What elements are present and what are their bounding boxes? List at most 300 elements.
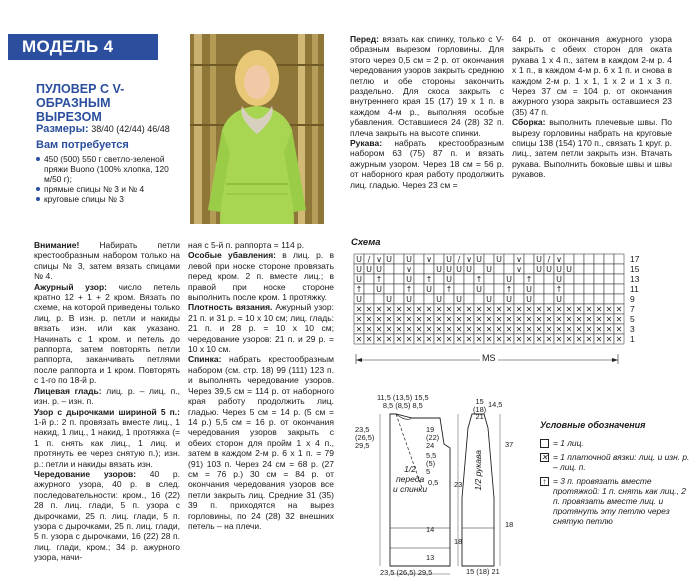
chart-title: Схема <box>351 237 381 248</box>
chart-symbol: ✕ <box>425 305 433 314</box>
materials-title: Вам потребуется <box>36 139 129 151</box>
chart-cell <box>484 274 494 284</box>
chart-symbol: ✕ <box>405 315 413 324</box>
paragraph: Особые убавления: в лиц. р. в левой при носке стороне провязать перед кром. 2 п. вместе лиц.; в правой при носке стороне выполнить после кром. 1 протяжку. <box>188 250 334 303</box>
chart-symbol: U <box>356 295 362 304</box>
paragraph: Рукава: набрать крестообразным набором 63 (75) 87 п. и вязать ажурным узором. Через 18 см = 56 р. от наборного края работу продолжить лиц. гладью. Через 23 см = <box>350 138 504 190</box>
paragraph: Спинка: набрать крестообразным набором (см. стр. 18) 99 (111) 123 п. и выполнять чередование узоров. Через 39,5 см = 114 р. от наборного края работу продолжить лиц. гладью. Через 5 см = 14 р. (5 см = 14 р.) 5,5 см = 16 р. от окончания чередования узоров закрыть с обеих сторон для пройм 1 х 4 п., затем в каждом 2-м р. 6 х 1 п. = 79 (91) 103 п. Через 24 см = 68 р. (27 см = 76 р.) 30 см = 84 р. от окончания чередования узоров все петли закрыть лиц. Средние 31 (35) 39 п. приходятся на вырез горловины, по 24 (28) 32 внешних петель – на плечи. <box>188 354 334 531</box>
chart-symbol: ✕ <box>505 335 513 344</box>
chart-symbol: ✕ <box>425 325 433 334</box>
chart-symbol: U <box>536 265 542 274</box>
chart-symbol: ✕ <box>445 315 453 324</box>
chart-symbol: ∨ <box>556 255 562 264</box>
row-number: 7 <box>630 304 635 314</box>
chart-cell <box>444 294 454 304</box>
paragraph: Сборка: выполнить плечевые швы. По вырезу горловины набрать на круговые спицы 138 (154) 170 п., связать 1 круг. р. лиц., затем петли закрыть изн. Втачать рукава. Выполнить боковые швы и швы рукавов. <box>512 117 672 180</box>
materials-item: прямые спицы № 3 и № 4 <box>36 184 186 194</box>
chart-cell <box>594 294 604 304</box>
chart-symbol: ✕ <box>475 305 483 314</box>
chart-symbol: U <box>466 265 472 274</box>
chart-symbol: ✕ <box>555 335 563 344</box>
chart-symbol: ✕ <box>495 325 503 334</box>
chart-symbol: ✕ <box>585 305 593 314</box>
body-dim-right: 19 (22) 24 <box>426 425 440 450</box>
chart-symbol: U <box>386 255 392 264</box>
chart-cell <box>434 274 444 284</box>
chart-cell <box>564 274 574 284</box>
chart-cell <box>544 294 554 304</box>
sleeve-label: 1/2 рукава <box>473 450 483 491</box>
chart-symbol: ✕ <box>415 335 423 344</box>
chart-symbol: ✕ <box>605 335 613 344</box>
paragraph: Перед: вязать как спинку, только с V-образным вырезом горловины. Для этого через 0,5 см = 2 р. от окончания чередования узоров закрыть среднюю петлю и обе стороны закончить раздельно. Для скоса закрыть с внутреннего края 15 (17) 19 х 1 п. в каждом 4-м р., выполняя особые убавления. Оставшиеся 24 (28) 32 п. плеча закрыть на высоте спинки. <box>350 34 504 138</box>
chart-symbol: ✕ <box>445 335 453 344</box>
chart-symbol: ✕ <box>515 305 523 314</box>
chart-symbol: ✕ <box>535 335 543 344</box>
chart-cell <box>454 274 464 284</box>
chart-symbol: ✕ <box>405 335 413 344</box>
chart-symbol: U <box>556 275 562 284</box>
chart-symbol: ✕ <box>555 305 563 314</box>
chart-symbol: ✕ <box>375 315 383 324</box>
legend-title: Условные обозначения <box>540 420 646 430</box>
chart-symbol: ✕ <box>565 335 573 344</box>
chart-cell <box>414 274 424 284</box>
sleeve-dim-top: 15 (18) 21 <box>473 397 487 422</box>
chart-symbol: U <box>356 255 362 264</box>
pattern-title-line1: ПУЛОВЕР С V-ОБРАЗНЫМ <box>36 82 125 110</box>
row-number: 3 <box>630 324 635 334</box>
chart-symbol: ✕ <box>405 325 413 334</box>
chart-symbol: U <box>456 295 462 304</box>
pattern-title-line2: ВЫРЕЗОМ <box>36 110 102 124</box>
row-number: 17 <box>630 254 640 264</box>
chart-symbol: ✕ <box>525 335 533 344</box>
paragraph: Ажурный узор: число петель кратно 12 + 1 + 2 кром. Вязать по схеме, на которой приведены только лиц. р. В изн. р. петли и накиды вязать изн. или как указано. Начинать с 1 кром. и петель до раппорта, затем повторять петли раппорта, заканчивать петлями после раппорта и 1 кром. Повторять с 1-го по 18-й р. <box>34 281 180 386</box>
chart-cell <box>604 274 614 284</box>
chart-cell <box>604 294 614 304</box>
chart-cell <box>544 274 554 284</box>
chart-cell <box>484 284 494 294</box>
chart-cell <box>394 274 404 284</box>
chart-symbol: ✕ <box>355 315 363 324</box>
chart-cell <box>514 294 524 304</box>
chart-symbol: ✕ <box>405 305 413 314</box>
chart-cell <box>574 294 584 304</box>
chart-symbol: ↑ <box>405 285 413 294</box>
text-column-2 <box>188 240 334 531</box>
chart-symbol: ∨ <box>516 255 522 264</box>
chart-symbol: ✕ <box>365 315 373 324</box>
chart-cell <box>584 274 594 284</box>
chart-symbol: U <box>526 285 532 294</box>
chart-cell <box>364 284 374 294</box>
chart-cell <box>394 294 404 304</box>
chart-cell <box>414 294 424 304</box>
chart-symbol: ✕ <box>555 325 563 334</box>
chart-symbol: ✕ <box>495 335 503 344</box>
chart-symbol: ✕ <box>535 315 543 324</box>
chart-symbol: ✕ <box>425 315 433 324</box>
chart-symbol: ✕ <box>615 325 623 334</box>
paragraph: 64 р. от окончания ажурного узора закрыть с обеих сторон для оката рукава 1 х 4 п., затем в каждом 2-м р. 4 х 1 п., в каждом 4-м р. 6 х 1 п. и снова в каждом 2-м р. 1 х 1, 1 х 2 и 1 х 3 п. Через 37 см = 104 р. от окончания ажурного узора закрыть оставшиеся 23 (35) 47 п. <box>512 34 672 117</box>
model-badge: МОДЕЛЬ 4 <box>8 34 158 60</box>
chart-symbol: U <box>446 265 452 274</box>
chart-symbol: ✕ <box>565 325 573 334</box>
chart-symbol: ✕ <box>465 315 473 324</box>
chart-cell <box>464 294 474 304</box>
chart-cell <box>604 284 614 294</box>
body-dim-ribs: 14 <box>426 525 435 534</box>
chart-cell <box>414 264 424 274</box>
paragraph: Плотность вязания. Ажурный узор: 21 п. и 31 р. = 10 х 10 см; лиц. гладь: 21 п. и 28 р. = 10 х 10 см; чередование узоров: 21 п. и 29 р. = 10 х 10 см. <box>188 302 334 355</box>
chart-symbol: ✕ <box>575 315 583 324</box>
chart-symbol: ✕ <box>575 305 583 314</box>
chart-symbol: U <box>536 255 542 264</box>
chart-cell <box>484 254 494 264</box>
chart-symbol: / <box>367 255 371 264</box>
sleeve-dim-cuff2: 18 <box>505 520 514 529</box>
chart-cell <box>594 284 604 294</box>
chart-cell <box>604 264 614 274</box>
chart-symbol: ✕ <box>475 315 483 324</box>
body-dim-bottom: 13 <box>426 553 435 562</box>
chart-symbol: ✕ <box>515 325 523 334</box>
chart-symbol: ✕ <box>375 305 383 314</box>
chart-cell <box>394 264 404 274</box>
chart-symbol: U <box>386 295 392 304</box>
chart-symbol: U <box>546 265 552 274</box>
chart-symbol: ✕ <box>585 315 593 324</box>
chart-symbol: ✕ <box>565 315 573 324</box>
chart-cell <box>584 264 594 274</box>
chart-symbol: ✕ <box>545 335 553 344</box>
chart-symbol: ✕ <box>395 325 403 334</box>
chart-symbol: ✕ <box>435 305 443 314</box>
chart-symbol: U <box>476 255 482 264</box>
row-number: 11 <box>630 284 639 294</box>
chart-cell <box>594 254 604 264</box>
pattern-title <box>36 82 186 124</box>
chart-symbol: ✕ <box>355 325 363 334</box>
chart-symbol: U <box>436 295 442 304</box>
chart-cell <box>534 284 544 294</box>
chart-symbol: ✕ <box>365 335 373 344</box>
row-number: 9 <box>630 294 635 304</box>
chart-symbol: ∨ <box>466 255 472 264</box>
model-photo <box>190 34 324 224</box>
chart-symbol: ✕ <box>605 315 613 324</box>
chart-symbol: ↑ <box>555 285 563 294</box>
chart-symbol: ✕ <box>475 335 483 344</box>
chart-symbol: U <box>526 295 532 304</box>
chart-symbol: ✕ <box>525 325 533 334</box>
chart-cell <box>414 254 424 264</box>
chart-cell <box>394 254 404 264</box>
chart-symbol: U <box>376 285 382 294</box>
chart-symbol: ✕ <box>495 315 503 324</box>
chart-symbol: / <box>457 255 461 264</box>
chart-symbol: U <box>566 265 572 274</box>
chart-symbol: ✕ <box>455 305 463 314</box>
arrow-icon <box>356 358 362 362</box>
row-number: 15 <box>630 264 640 274</box>
chart-cell <box>544 284 554 294</box>
body-dim-top: 11,5 (13,5) 15,5 8,5 (8,5) 8,5 <box>377 393 429 410</box>
chart-cell <box>524 254 534 264</box>
garter-stitch-icon: ✕ <box>541 453 548 462</box>
chart-cell <box>474 294 484 304</box>
chart-cell <box>614 284 624 294</box>
repeat-label: MS <box>482 353 496 363</box>
chart-symbol: ✕ <box>455 325 463 334</box>
chart-symbol: U <box>406 275 412 284</box>
body-label: 1/2 переда и спинки <box>393 464 428 494</box>
chart-cell <box>504 254 514 264</box>
chart-symbol: ✕ <box>385 315 393 324</box>
chart-symbol: ✕ <box>605 305 613 314</box>
chart-symbol: ↑ <box>445 285 453 294</box>
chart-symbol: ✕ <box>505 325 513 334</box>
chart-cell <box>384 274 394 284</box>
chart-symbol: U <box>476 285 482 294</box>
chart-cell <box>534 294 544 304</box>
chart-symbol: ✕ <box>505 315 513 324</box>
chart-symbol: U <box>486 295 492 304</box>
chart-symbol: ✕ <box>595 325 603 334</box>
chart-cell <box>464 284 474 294</box>
chart-symbol: U <box>556 265 562 274</box>
chart-symbol: ✕ <box>495 305 503 314</box>
chart-cell <box>434 254 444 264</box>
chart-symbol: ✕ <box>485 335 493 344</box>
chart-symbol: ✕ <box>555 315 563 324</box>
chart-cell <box>414 284 424 294</box>
chart-symbol: ✕ <box>385 325 393 334</box>
chart-symbol: ✕ <box>395 305 403 314</box>
chart-symbol: ✕ <box>465 335 473 344</box>
chart-symbol: ✕ <box>585 325 593 334</box>
chart-symbol: U <box>356 265 362 274</box>
chart-cell <box>364 274 374 284</box>
chart-cell <box>434 284 444 294</box>
chart-cell <box>424 294 434 304</box>
body-dim-mid: 0,5 <box>428 478 439 487</box>
body-dim-right2: 5,5 (5) 5 <box>426 451 437 476</box>
chart-cell <box>514 274 524 284</box>
sleeve-dim-side: 23 <box>454 480 463 489</box>
sizes-label: Размеры: <box>36 123 89 135</box>
chart-symbol: ↑ <box>525 275 533 284</box>
legend <box>540 438 690 526</box>
body-dim-left: 23,5 (26,5) 29,5 <box>355 425 375 450</box>
chart-symbol: ✕ <box>465 305 473 314</box>
chart-symbol: ✕ <box>435 335 443 344</box>
chart-symbol: ✕ <box>415 325 423 334</box>
chart-cell <box>494 274 504 284</box>
legend-item: ↑ = 3 п. провязать вместе протяжкой: 1 п. снять как лиц., 2 п. провязать вместе лиц. и протянуть эту петлю через снятую петлю <box>540 476 690 526</box>
chart-symbol: ↑ <box>355 285 363 294</box>
row-numbers <box>630 254 639 344</box>
chart-symbol: U <box>406 295 412 304</box>
chart-symbol: ✕ <box>525 305 533 314</box>
chart-symbol: U <box>366 265 372 274</box>
chart-cell <box>474 264 484 274</box>
body-dim-width: 23,5 (26,5) 29,5 <box>380 568 433 577</box>
sizes-value: 38/40 (42/44) 46/48 <box>91 124 170 134</box>
chart-symbol: ✕ <box>525 315 533 324</box>
chart-symbol: ✕ <box>535 305 543 314</box>
text-column-1 <box>34 240 180 563</box>
chart-symbol: ✕ <box>475 325 483 334</box>
chart-symbol: U <box>446 255 452 264</box>
knit-stitch-icon <box>540 439 549 448</box>
chart-cell <box>514 284 524 294</box>
chart-symbol: ✕ <box>445 325 453 334</box>
chart-symbol: ✕ <box>385 305 393 314</box>
chart-cell <box>564 254 574 264</box>
chart-cell <box>384 284 394 294</box>
chart-symbol: U <box>436 265 442 274</box>
chart-symbol: ✕ <box>395 335 403 344</box>
chart-symbol: ∨ <box>516 265 522 274</box>
chart-symbol: ✕ <box>445 305 453 314</box>
text-column-3 <box>350 34 504 190</box>
chart-symbol: ↑ <box>475 275 483 284</box>
arrow-icon <box>612 358 618 362</box>
sleeve-dim-top2: 14,5 <box>488 400 503 409</box>
chart-symbol: ✕ <box>615 315 623 324</box>
chart-symbol: ✕ <box>575 335 583 344</box>
chart-symbol: U <box>426 285 432 294</box>
chart-symbol: ✕ <box>415 315 423 324</box>
chart-cell <box>384 264 394 274</box>
chart-cell <box>454 284 464 294</box>
chart-cell <box>594 264 604 274</box>
chart-symbol: ∨ <box>406 265 412 274</box>
chart-cell <box>614 254 624 264</box>
chart-cell <box>424 264 434 274</box>
chart-symbol: ✕ <box>575 325 583 334</box>
text-column-4 <box>512 34 672 180</box>
chart-cell <box>504 264 514 274</box>
model-photo-illustration <box>190 34 324 224</box>
chart-symbol: ✕ <box>615 335 623 344</box>
chart-cell <box>584 284 594 294</box>
materials-item: 450 (500) 550 г светло-зеленой пряжи Buono (100% хлопка, 120 м/50 г); <box>36 154 186 184</box>
chart-cell <box>584 294 594 304</box>
chart-cell <box>604 254 614 264</box>
chart-symbol: ✕ <box>455 335 463 344</box>
paragraph: Лицевая гладь: лиц. р. – лиц. п., изн. р. – изн. п. <box>34 385 180 407</box>
paragraph: Внимание! Набирать петли крестообразным набором только на спицы № 3, затем вязать спицами № 4. <box>34 240 180 282</box>
sleeve-dim-length: 37 <box>505 440 514 449</box>
chart-cell <box>464 274 474 284</box>
chart-cell <box>614 274 624 284</box>
chart-symbol: ↑ <box>375 275 383 284</box>
chart-symbol: U <box>496 255 502 264</box>
chart-symbol: ✕ <box>435 315 443 324</box>
chart-symbol: U <box>446 275 452 284</box>
sleeve-dim-width: 15 (18) 21 <box>466 567 500 576</box>
chart-symbol: ✕ <box>505 305 513 314</box>
chart-symbol: ✕ <box>565 305 573 314</box>
chart-cell <box>394 284 404 294</box>
chart-cell <box>564 284 574 294</box>
paragraph: Чередование узоров: 40 р. ажурного узора, 40 р. в след. последовательности: кром., 16 (22) 28 п. лиц. глади, 5 п. узора с дырочками, 25 п. лиц. глади, 5 п. узора с дырочками, 25 п. лиц. глади, 5 п. узора с дырочками, 16 (22) 28 п. лиц. глади, кром.; 34 р. ажурного узора, начи- <box>34 468 180 563</box>
chart-symbol: ✕ <box>585 335 593 344</box>
chart-symbol: ∨ <box>426 255 432 264</box>
chart-cell <box>574 264 584 274</box>
row-number: 5 <box>630 314 635 324</box>
chart-symbol: U <box>506 295 512 304</box>
chart-symbol: ↑ <box>505 285 513 294</box>
chart-symbol: ✕ <box>455 315 463 324</box>
chart-symbol: ✕ <box>545 315 553 324</box>
chart-symbol: ✕ <box>465 325 473 334</box>
sleeve-dim-cuff: 18 <box>454 537 463 546</box>
chart-symbol: U <box>376 265 382 274</box>
double-decrease-icon: ↑ <box>540 477 549 486</box>
chart-symbol: U <box>486 265 492 274</box>
chart-cell <box>574 284 584 294</box>
chart-symbol: ✕ <box>435 325 443 334</box>
chart-cell <box>374 294 384 304</box>
knitting-chart <box>348 250 648 370</box>
chart-symbol: U <box>406 255 412 264</box>
chart-cell <box>584 254 594 264</box>
chart-cell <box>364 294 374 304</box>
chart-symbol: ✕ <box>395 315 403 324</box>
chart-symbol: ✕ <box>485 325 493 334</box>
chart-cell <box>494 264 504 274</box>
chart-symbol: ✕ <box>355 305 363 314</box>
chart-symbol: ✕ <box>375 335 383 344</box>
chart-symbol: U <box>356 275 362 284</box>
chart-symbol: ✕ <box>375 325 383 334</box>
chart-symbol: ✕ <box>385 335 393 344</box>
chart-cell <box>594 274 604 284</box>
chart-symbol: ✕ <box>515 335 523 344</box>
chart-symbol: ✕ <box>545 325 553 334</box>
chart-symbol: ✕ <box>365 325 373 334</box>
paragraph: ная с 5-й п. раппорта = 114 р. <box>188 240 305 250</box>
chart-symbol: ✕ <box>485 315 493 324</box>
chart-symbol: ↑ <box>425 275 433 284</box>
materials-list <box>36 154 186 204</box>
chart-symbol: / <box>547 255 551 264</box>
chart-cell <box>494 284 504 294</box>
chart-symbol: ✕ <box>515 315 523 324</box>
paragraph: Узор с дырочками шириной 5 п.: 1-й р.: 2 п. провязать вместе лиц., 1 накид, 1 лиц., 1 накид, 1 протяжка (= 1 п. снять как лиц., 1 лиц. и протянуть ее через снятую п.); изн. р.: петли и накиды вязать изн. <box>34 406 180 469</box>
chart-cell <box>524 264 534 274</box>
chart-cell <box>574 254 584 264</box>
chart-symbol: ✕ <box>595 305 603 314</box>
materials-item: круговые спицы № 3 <box>36 194 186 204</box>
row-number: 13 <box>630 274 640 284</box>
chart-symbol: ✕ <box>425 335 433 344</box>
chart-symbol: ✕ <box>355 335 363 344</box>
chart-symbol: U <box>556 295 562 304</box>
chart-cell <box>494 294 504 304</box>
chart-cell <box>564 294 574 304</box>
chart-symbol: U <box>506 275 512 284</box>
chart-symbol: ✕ <box>545 305 553 314</box>
chart-symbol: ✕ <box>595 315 603 324</box>
chart-symbol: ✕ <box>485 305 493 314</box>
chart-symbol: ✕ <box>365 305 373 314</box>
chart-cell <box>574 274 584 284</box>
